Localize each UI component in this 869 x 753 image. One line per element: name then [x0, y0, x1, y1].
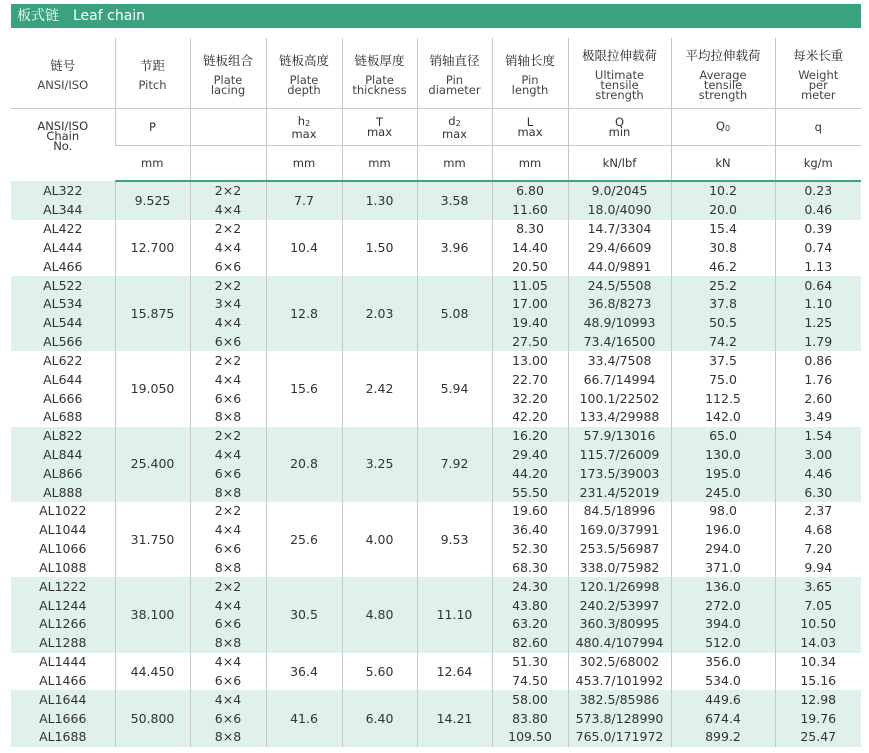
cell-ultimate: 338.0/75982: [568, 559, 671, 578]
symbol-depth: h2 max: [266, 109, 342, 146]
page-title: [11, 4, 861, 28]
title-zh: 板式链: [17, 8, 59, 24]
cell-ultimate: 18.0/4090: [568, 201, 671, 220]
cell-lacing: 4×4: [190, 596, 266, 615]
cell-chain-no: AL644: [43, 371, 83, 387]
cell-chain-no: AL1444: [39, 654, 87, 670]
cell-lacing: 6×6: [190, 709, 266, 728]
cell-length: 83.80: [492, 709, 568, 728]
cell-length: 109.50: [492, 728, 568, 747]
cell-average: 74.2: [671, 333, 775, 352]
cell-diameter: 5.08: [417, 276, 492, 351]
cell-weight: 0.74: [775, 238, 861, 257]
cell-thickness: 1.30: [342, 181, 417, 220]
cell-lacing: 6×6: [190, 615, 266, 634]
cell-pitch: 31.750: [115, 502, 190, 577]
chain-group: [11, 220, 861, 276]
header-average: 平均拉伸载荷 Average tensile strength: [671, 38, 775, 109]
cell-chain-no: AL322: [11, 181, 115, 201]
unit-thickness: mm: [342, 146, 417, 182]
cell-thickness: 6.40: [342, 690, 417, 746]
cell-length: 13.00: [492, 351, 568, 370]
cell-chain-no: AL1088: [39, 559, 87, 575]
cell-depth: 10.4: [266, 220, 342, 276]
cell-average: 50.5: [671, 314, 775, 333]
cell-ultimate: 360.3/80995: [568, 615, 671, 634]
cell-weight: 10.50: [775, 615, 861, 634]
cell-thickness: 2.42: [342, 351, 417, 426]
cell-weight: 4.46: [775, 464, 861, 483]
cell-weight: 1.79: [775, 333, 861, 352]
chain-group: [11, 181, 861, 220]
header-pitch: 节距 Pitch: [115, 38, 190, 109]
unit-pitch: mm: [115, 146, 190, 182]
cell-chain-no: AL1244: [11, 596, 115, 615]
cell-chain-no: AL622: [43, 352, 83, 368]
cell-depth: 30.5: [266, 577, 342, 652]
symbol-weight: q: [775, 109, 861, 146]
cell-length: 74.50: [492, 672, 568, 691]
cell-average: 37.5: [671, 351, 775, 370]
cell-chain-no: AL1288: [11, 634, 115, 653]
cell-chain-no: AL422: [43, 221, 83, 237]
header-chain: 链号 ANSI/ISO: [11, 38, 115, 109]
cell-weight: 0.39: [775, 220, 861, 239]
cell-weight: 3.00: [775, 446, 861, 465]
cell-average: 196.0: [671, 521, 775, 540]
cell-lacing: 4×4: [190, 238, 266, 257]
chain-group: [11, 427, 861, 502]
header-lacing: 链板组合 Plate lacing: [190, 38, 266, 109]
cell-length: 52.30: [492, 540, 568, 559]
cell-weight: 0.64: [775, 276, 861, 295]
cell-ultimate: 9.0/2045: [568, 181, 671, 201]
chain-group: [11, 502, 861, 577]
cell-chain-no: AL822: [11, 427, 115, 446]
cell-chain-no: AL344: [11, 201, 115, 220]
cell-ultimate: 100.1/22502: [568, 389, 671, 408]
cell-weight: 9.94: [775, 559, 861, 578]
cell-length: 16.20: [492, 427, 568, 446]
cell-depth: 12.8: [266, 276, 342, 351]
table-row: [11, 653, 861, 672]
cell-weight: 19.76: [775, 709, 861, 728]
cell-thickness: 1.50: [342, 220, 417, 276]
cell-ultimate: 253.5/56987: [568, 540, 671, 559]
cell-average: 112.5: [671, 389, 775, 408]
cell-length: 55.50: [492, 483, 568, 502]
cell-ultimate: 573.8/128990: [568, 709, 671, 728]
cell-average: 10.2: [671, 181, 775, 201]
cell-lacing: 6×6: [190, 333, 266, 352]
cell-lacing: 6×6: [190, 257, 266, 276]
cell-ultimate: 33.4/7508: [568, 351, 671, 370]
cell-weight: 1.76: [775, 370, 861, 389]
header-length: 销轴长度 Pin length: [492, 38, 568, 109]
cell-average: 65.0: [671, 427, 775, 446]
unit-average: kN: [671, 146, 775, 182]
cell-lacing: 8×8: [190, 483, 266, 502]
cell-ultimate: 84.5/18996: [568, 502, 671, 521]
cell-chain-no: AL534: [11, 295, 115, 314]
cell-weight: 4.68: [775, 521, 861, 540]
cell-lacing: 4×4: [190, 446, 266, 465]
cell-lacing: 6×6: [190, 672, 266, 691]
unit-length: mm: [492, 146, 568, 182]
chain-group: [11, 653, 861, 691]
table-row: [11, 690, 861, 709]
cell-depth: 15.6: [266, 351, 342, 426]
cell-diameter: 3.96: [417, 220, 492, 276]
table-row: [11, 351, 861, 370]
cell-weight: 7.05: [775, 596, 861, 615]
cell-length: 36.40: [492, 521, 568, 540]
table-row: [11, 276, 861, 295]
header-row: [11, 38, 861, 109]
symbol-diameter: d2 max: [417, 109, 492, 146]
cell-diameter: 7.92: [417, 427, 492, 502]
header-ultimate: 极限拉伸载荷 Ultimate tensile strength: [568, 38, 671, 109]
cell-weight: 1.54: [775, 427, 861, 446]
cell-average: 195.0: [671, 464, 775, 483]
cell-length: 11.05: [492, 276, 568, 295]
chain-group: [11, 276, 861, 351]
cell-depth: 7.7: [266, 181, 342, 220]
cell-weight: 12.98: [775, 690, 861, 709]
cell-average: 394.0: [671, 615, 775, 634]
chain-group: [11, 351, 861, 426]
cell-weight: 15.16: [775, 672, 861, 691]
chain-group: [11, 690, 861, 746]
cell-ultimate: 120.1/26998: [568, 577, 671, 596]
cell-average: 142.0: [671, 408, 775, 427]
cell-average: 130.0: [671, 446, 775, 465]
cell-lacing: 4×4: [190, 370, 266, 389]
cell-average: 449.6: [671, 690, 775, 709]
cell-length: 24.30: [492, 577, 568, 596]
cell-weight: 0.23: [775, 181, 861, 201]
cell-lacing: 8×8: [190, 408, 266, 427]
cell-ultimate: 66.7/14994: [568, 370, 671, 389]
cell-chain-no: AL1066: [39, 541, 87, 557]
cell-length: 51.30: [492, 653, 568, 672]
cell-chain-no: AL1044: [39, 522, 87, 538]
unit-row: [11, 146, 861, 182]
cell-weight: 10.34: [775, 653, 861, 672]
cell-lacing: 4×4: [190, 690, 266, 709]
cell-diameter: 3.58: [417, 181, 492, 220]
unit-ultimate: kN/lbf: [568, 146, 671, 182]
cell-ultimate: 14.7/3304: [568, 220, 671, 239]
cell-lacing: 2×2: [190, 577, 266, 596]
cell-lacing: 4×4: [190, 653, 266, 672]
cell-chain-no: AL1266: [11, 615, 115, 634]
unit-diameter: mm: [417, 146, 492, 182]
cell-ultimate: 765.0/171972: [568, 728, 671, 747]
header-weight: 每米长重 Weight per meter: [775, 38, 861, 109]
cell-lacing: 8×8: [190, 634, 266, 653]
symbol-length: L max: [492, 109, 568, 146]
symbol-chain: ANSI/ISO Chain No.: [37, 119, 89, 153]
cell-pitch: 44.450: [115, 653, 190, 691]
cell-length: 19.60: [492, 502, 568, 521]
cell-length: 11.60: [492, 201, 568, 220]
cell-lacing: 2×2: [190, 351, 266, 370]
cell-average: 30.8: [671, 238, 775, 257]
cell-length: 32.20: [492, 389, 568, 408]
symbol-pitch: P: [115, 109, 190, 146]
cell-average: 512.0: [671, 634, 775, 653]
cell-weight: 1.25: [775, 314, 861, 333]
cell-weight: 3.49: [775, 408, 861, 427]
cell-chain-no: AL566: [11, 333, 115, 352]
cell-thickness: 3.25: [342, 427, 417, 502]
cell-ultimate: 480.4/107994: [568, 634, 671, 653]
cell-length: 20.50: [492, 257, 568, 276]
cell-length: 68.30: [492, 559, 568, 578]
cell-chain-no: AL522: [11, 276, 115, 295]
cell-lacing: 6×6: [190, 389, 266, 408]
cell-length: 6.80: [492, 181, 568, 201]
cell-weight: 2.60: [775, 389, 861, 408]
table-row: [11, 220, 861, 239]
cell-lacing: 2×2: [190, 427, 266, 446]
unit-depth: mm: [266, 146, 342, 182]
symbol-thickness: T max: [342, 109, 417, 146]
cell-diameter: 14.21: [417, 690, 492, 746]
cell-lacing: 2×2: [190, 220, 266, 239]
cell-lacing: 2×2: [190, 502, 266, 521]
leaf-chain-table: [11, 38, 861, 747]
cell-chain-no: AL1644: [11, 690, 115, 709]
cell-chain-no: AL844: [11, 446, 115, 465]
cell-chain-no: AL1688: [11, 728, 115, 747]
cell-chain-no: AL444: [43, 239, 83, 255]
cell-diameter: 11.10: [417, 577, 492, 652]
cell-chain-no: AL1022: [39, 503, 87, 519]
cell-pitch: 15.875: [115, 276, 190, 351]
cell-diameter: 12.64: [417, 653, 492, 691]
header-depth: 链板高度 Plate depth: [266, 38, 342, 109]
cell-lacing: 8×8: [190, 559, 266, 578]
cell-average: 534.0: [671, 672, 775, 691]
cell-lacing: 4×4: [190, 314, 266, 333]
cell-length: 63.20: [492, 615, 568, 634]
cell-average: 46.2: [671, 257, 775, 276]
cell-ultimate: 44.0/9891: [568, 257, 671, 276]
cell-ultimate: 36.8/8273: [568, 295, 671, 314]
cell-average: 75.0: [671, 370, 775, 389]
cell-length: 8.30: [492, 220, 568, 239]
chain-group: [11, 577, 861, 652]
cell-weight: 0.86: [775, 351, 861, 370]
cell-diameter: 5.94: [417, 351, 492, 426]
cell-average: 15.4: [671, 220, 775, 239]
cell-pitch: 9.525: [115, 181, 190, 220]
cell-average: 272.0: [671, 596, 775, 615]
cell-length: 43.80: [492, 596, 568, 615]
cell-chain-no: AL888: [11, 483, 115, 502]
cell-lacing: 6×6: [190, 464, 266, 483]
cell-weight: 6.30: [775, 483, 861, 502]
cell-ultimate: 115.7/26009: [568, 446, 671, 465]
cell-average: 20.0: [671, 201, 775, 220]
header-thickness: 链板厚度 Plate thickness: [342, 38, 417, 109]
cell-average: 356.0: [671, 653, 775, 672]
cell-chain-no: AL1222: [11, 577, 115, 596]
cell-ultimate: 48.9/10993: [568, 314, 671, 333]
cell-length: 58.00: [492, 690, 568, 709]
table-row: [11, 427, 861, 446]
cell-thickness: 4.00: [342, 502, 417, 577]
cell-average: 98.0: [671, 502, 775, 521]
cell-ultimate: 169.0/37991: [568, 521, 671, 540]
cell-weight: 7.20: [775, 540, 861, 559]
cell-average: 899.2: [671, 728, 775, 747]
cell-length: 82.60: [492, 634, 568, 653]
cell-pitch: 50.800: [115, 690, 190, 746]
cell-depth: 41.6: [266, 690, 342, 746]
cell-average: 245.0: [671, 483, 775, 502]
cell-length: 42.20: [492, 408, 568, 427]
cell-lacing: 4×4: [190, 201, 266, 220]
cell-average: 371.0: [671, 559, 775, 578]
cell-average: 136.0: [671, 577, 775, 596]
cell-ultimate: 57.9/13016: [568, 427, 671, 446]
cell-chain-no: AL666: [43, 390, 83, 406]
cell-weight: 14.03: [775, 634, 861, 653]
cell-ultimate: 240.2/53997: [568, 596, 671, 615]
cell-ultimate: 173.5/39003: [568, 464, 671, 483]
cell-lacing: 6×6: [190, 540, 266, 559]
cell-depth: 20.8: [266, 427, 342, 502]
cell-average: 294.0: [671, 540, 775, 559]
cell-ultimate: 133.4/29988: [568, 408, 671, 427]
unit-lacing: [190, 146, 266, 182]
cell-pitch: 12.700: [115, 220, 190, 276]
cell-lacing: 4×4: [190, 521, 266, 540]
cell-chain-no: AL688: [43, 409, 83, 425]
cell-length: 17.00: [492, 295, 568, 314]
cell-chain-no: AL544: [11, 314, 115, 333]
cell-lacing: 2×2: [190, 276, 266, 295]
cell-ultimate: 231.4/52019: [568, 483, 671, 502]
cell-average: 37.8: [671, 295, 775, 314]
cell-ultimate: 302.5/68002: [568, 653, 671, 672]
cell-weight: 3.65: [775, 577, 861, 596]
cell-average: 674.4: [671, 709, 775, 728]
unit-weight: kg/m: [775, 146, 861, 182]
cell-lacing: 3×4: [190, 295, 266, 314]
cell-thickness: 2.03: [342, 276, 417, 351]
cell-length: 27.50: [492, 333, 568, 352]
cell-lacing: 8×8: [190, 728, 266, 747]
cell-chain-no: AL466: [43, 258, 83, 274]
symbol-row: [11, 109, 861, 146]
cell-ultimate: 29.4/6609: [568, 238, 671, 257]
cell-average: 25.2: [671, 276, 775, 295]
cell-ultimate: 453.7/101992: [568, 672, 671, 691]
cell-chain-no: AL866: [11, 464, 115, 483]
cell-ultimate: 24.5/5508: [568, 276, 671, 295]
table-row: [11, 181, 861, 201]
header-diameter: 销轴直径 Pin diameter: [417, 38, 492, 109]
cell-weight: 25.47: [775, 728, 861, 747]
cell-depth: 36.4: [266, 653, 342, 691]
cell-diameter: 9.53: [417, 502, 492, 577]
table-row: [11, 577, 861, 596]
cell-chain-no: AL1666: [11, 709, 115, 728]
cell-weight: 1.13: [775, 257, 861, 276]
cell-weight: 1.10: [775, 295, 861, 314]
title-en: Leaf chain: [73, 8, 146, 24]
symbol-ultimate: Q min: [568, 109, 671, 146]
cell-weight: 0.46: [775, 201, 861, 220]
cell-length: 19.40: [492, 314, 568, 333]
cell-pitch: 25.400: [115, 427, 190, 502]
cell-length: 22.70: [492, 370, 568, 389]
cell-pitch: 19.050: [115, 351, 190, 426]
cell-length: 44.20: [492, 464, 568, 483]
cell-length: 14.40: [492, 238, 568, 257]
table-row: [11, 502, 861, 521]
cell-ultimate: 73.4/16500: [568, 333, 671, 352]
cell-chain-no: AL1466: [39, 672, 87, 688]
cell-weight: 2.37: [775, 502, 861, 521]
cell-length: 29.40: [492, 446, 568, 465]
cell-lacing: 2×2: [190, 181, 266, 201]
cell-thickness: 5.60: [342, 653, 417, 691]
cell-ultimate: 382.5/85986: [568, 690, 671, 709]
cell-pitch: 38.100: [115, 577, 190, 652]
symbol-lacing: [190, 109, 266, 146]
cell-thickness: 4.80: [342, 577, 417, 652]
cell-depth: 25.6: [266, 502, 342, 577]
symbol-average: Q0: [671, 109, 775, 146]
